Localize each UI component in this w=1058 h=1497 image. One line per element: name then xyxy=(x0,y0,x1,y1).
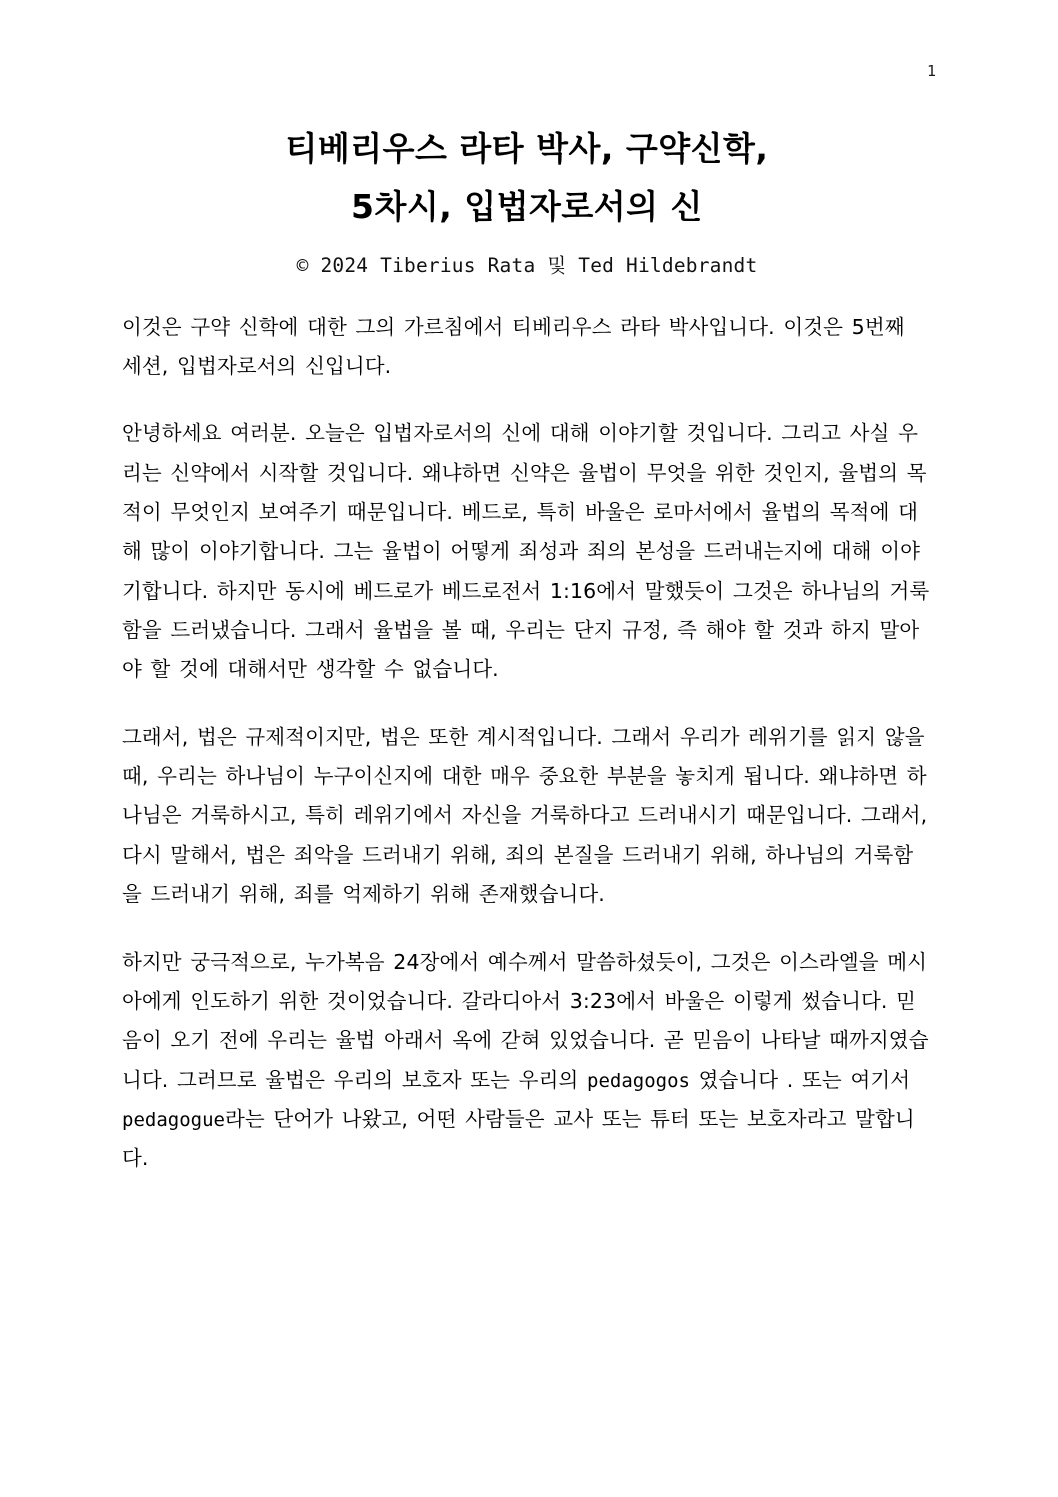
document-content xyxy=(122,120,932,1179)
title-line-2: 5차시, 입법자로서의 신 xyxy=(351,186,703,226)
paragraph: 그래서, 법은 규제적이지만, 법은 또한 계시적입니다. 그래서 우리가 레위기를 읽지 않을 때, 우리는 하나님이 누구이신지에 대한 매우 중요한 부분을 놓치게 됩니다. 왜냐하면 하나님은 거룩하시고, 특히 레위기에서 자신을 거룩하다고 드러내시기 때문입니다. 그래서, 다시 말해서, 법은 죄악을 드러내기 위해, 죄의 본질을 드러내기 위해, 하나님의 거룩함을 드러내기 위해, 죄를 억제하기 위해 존재했습니다. xyxy=(122,724,928,907)
paragraph-segment: 라는 단어가 나왔고, 어떤 사람들은 교사 또는 튜터 또는 보호자라고 말합니다. xyxy=(122,1106,915,1171)
copyright-line: © 2024 Tiberius Rata 및 Ted Hildebrandt xyxy=(296,253,758,277)
paragraph-term-pedagogos: pedagogos xyxy=(587,1069,690,1092)
paragraph xyxy=(122,943,932,1179)
page-number: 1 xyxy=(926,62,936,80)
paragraph-term-pedagogue: pedagogue xyxy=(122,1108,225,1131)
paragraph: 안녕하세요 여러분. 오늘은 입법자로서의 신에 대해 이야기할 것입니다. 그리고 사실 우리는 신약에서 시작할 것입니다. 왜냐하면 신약은 율법이 무엇을 위한 것인지, 율법의 목적이 무엇인지 보여주기 때문입니다. 베드로, 특히 바울은 로마서에서 율법의 목적에 대해 많이 이야기합니다. 그는 율법이 어떻게 죄성과 죄의 본성을 드러내는지에 대해 이야기합니다. 하지만 동시에 베드로가 베드로전서 1:16에서 말했듯이 그것은 하나님의 거룩함을 드러냈습니다. 그래서 율법을 볼 때, 우리는 단지 규정, 즉 해야 할 것과 하지 말아야 할 것에 대해서만 생각할 수 없습니다. xyxy=(122,421,930,682)
paragraph-segment: 하지만 궁극적으로, 누가복음 24장에서 예수께서 말씀하셨듯이, 그것은 이스라엘을 메시아에게 인도하기 위한 것이었습니다. 갈라디아서 3:23에서 바울은 이렇게 썼습니다. 믿음이 오기 전에 우리는 율법 아래서 옥에 갇혀 있었습니다. 곧 믿음이 나타날 때까지였습니다. 그러므로 율법은 우리의 보호자 또는 우리의 xyxy=(122,949,929,1092)
paragraph: 이것은 구약 신학에 대한 그의 가르침에서 티베리우스 라타 박사입니다. 이것은 5번째 세션, 입법자로서의 신입니다. xyxy=(122,314,905,378)
page-title xyxy=(122,120,932,236)
title-line-1: 티베리우스 라타 박사, 구약신학, xyxy=(285,129,769,168)
paragraph-segment: 였습니다 . 또는 여기서 xyxy=(689,1067,911,1092)
body-text xyxy=(122,308,932,1179)
